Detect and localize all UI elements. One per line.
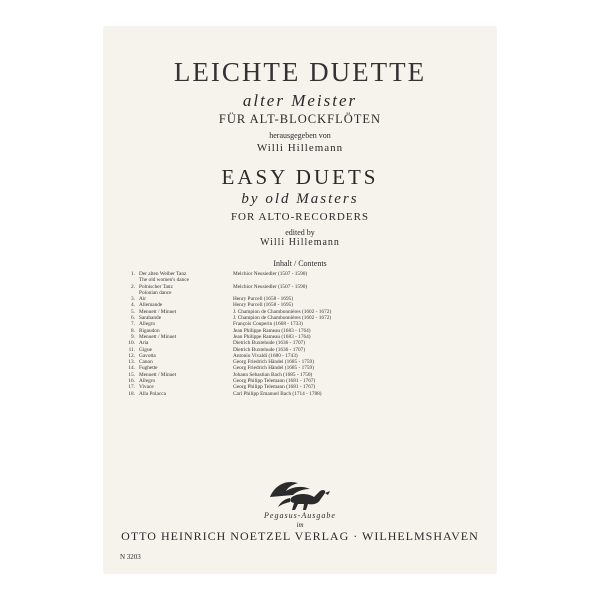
contents-title: Der alten Weiber Tanz <box>139 271 187 277</box>
contents-heading: Inhalt / Contents <box>273 259 327 268</box>
contents-composer: Dietrich Buxtehude (1636 - 1707) <box>233 340 306 347</box>
title-german: LEICHTE DUETTE <box>173 57 427 87</box>
contents-title: Air <box>139 296 147 303</box>
contents-title: Menuett / Minuet <box>139 308 177 315</box>
contents-title: Gigue <box>139 346 152 353</box>
contents-title: The old women's dance <box>139 277 189 284</box>
contents-title: Gavotta <box>139 352 156 359</box>
contents-number: 7. <box>131 321 135 328</box>
publisher-series: Pegasus-Ausgabe <box>264 511 336 520</box>
editor-label-german: herausgegeben von <box>269 131 331 140</box>
contents-title: Polnischer Tanz <box>139 283 173 290</box>
contents-number: 3. <box>131 296 135 303</box>
contents-title: Allegro <box>139 378 156 385</box>
contents-row <box>126 391 486 397</box>
contents-composer: J. Champion de Chambonnières (1602 - 1672) <box>233 315 332 322</box>
contents-composer: Johann Sebastian Bach (1685 - 1750) <box>233 371 313 378</box>
instrument-english: FOR ALTO-RECORDERS <box>230 211 370 223</box>
contents-title: Allemande <box>139 302 163 309</box>
contents-title: Menuett / Minuet <box>139 371 177 378</box>
contents-number: 6. <box>131 315 135 322</box>
contents-composer: François Couperin (1668 - 1733) <box>233 321 303 328</box>
contents-number: 2. <box>131 283 135 290</box>
contents-composer: Dietrich Buxtehude (1636 - 1707) <box>233 346 306 353</box>
contents-number: 12. <box>128 352 135 359</box>
contents-number: 15. <box>128 371 135 378</box>
editor-label-english: edited by <box>285 228 315 237</box>
contents-composer: Georg Friedrich Händel (1685 - 1759) <box>233 365 314 372</box>
contents-composer: Antonio Vivaldi (1680 - 1743) <box>233 352 298 359</box>
contents-title: Sarabande <box>139 315 162 322</box>
subtitle-english: by old Masters <box>241 191 359 207</box>
contents-number: 9. <box>131 333 135 340</box>
contents-composer: Melchior Neusiedler (1507 - 1590) <box>233 271 308 277</box>
contents-composer: Jean Philippe Rameau (1683 - 1764) <box>233 333 311 340</box>
publisher-name: OTTO HEINRICH NOETZEL VERLAG · WILHELMSHAVEN <box>121 529 479 543</box>
contents-title: Alla Polacca <box>139 390 166 397</box>
pegasus-icon <box>262 473 338 513</box>
contents-composer: Georg Friedrich Händel (1685 - 1759) <box>233 359 314 366</box>
contents-title: Vivace <box>139 384 154 391</box>
contents-number: 14. <box>128 365 135 372</box>
contents-number: 1. <box>131 271 135 277</box>
contents-list <box>126 271 486 397</box>
contents-title: Rigaudon <box>139 327 160 334</box>
contents-number: 18. <box>128 390 135 397</box>
contents-composer: J. Champion de Chambonnières (1602 - 1672) <box>233 308 332 315</box>
contents-title: Allegro <box>139 321 156 328</box>
publisher-preposition: im <box>296 521 304 529</box>
instrument-german: FÜR ALT-BLOCKFLÖTEN <box>218 112 382 126</box>
contents-composer: Carl Philipp Emanuel Bach (1714 - 1788) <box>233 390 322 397</box>
contents-composer: Georg Philipp Telemann (1681 - 1767) <box>233 384 316 391</box>
contents-composer: Henry Purcell (1658 - 1695) <box>233 296 294 303</box>
title-english: EASY DUETS <box>221 165 379 189</box>
contents-title: Fughette <box>139 365 158 372</box>
contents-composer: Henry Purcell (1658 - 1695) <box>233 302 294 309</box>
contents-title: Canon <box>139 359 153 366</box>
subtitle-german: alter Meister <box>242 91 358 110</box>
catalog-number: N 3203 <box>120 553 141 561</box>
contents-number: 5. <box>131 308 135 315</box>
contents-title: Polonian dance <box>139 289 172 296</box>
editor-name-english: Willi Hillemann <box>260 237 340 248</box>
contents-number: 10. <box>128 340 135 347</box>
contents-title: Aria <box>139 340 149 347</box>
contents-composer: Jean Philippe Rameau (1683 - 1764) <box>233 327 311 334</box>
contents-number: 17. <box>128 384 135 391</box>
contents-number: 4. <box>131 302 135 309</box>
contents-composer: Melchior Neusiedler (1507 - 1590) <box>233 283 308 290</box>
contents-number: 11. <box>128 346 135 353</box>
contents-number: 16. <box>128 378 135 385</box>
editor-name-german: Willi Hillemann <box>256 142 344 154</box>
contents-composer: Georg Philipp Telemann (1681 - 1767) <box>233 378 316 385</box>
contents-number: 13. <box>128 359 135 366</box>
score-cover-page <box>104 27 496 573</box>
contents-number: 8. <box>131 327 135 334</box>
contents-title: Menuett / Minuet <box>139 333 177 340</box>
